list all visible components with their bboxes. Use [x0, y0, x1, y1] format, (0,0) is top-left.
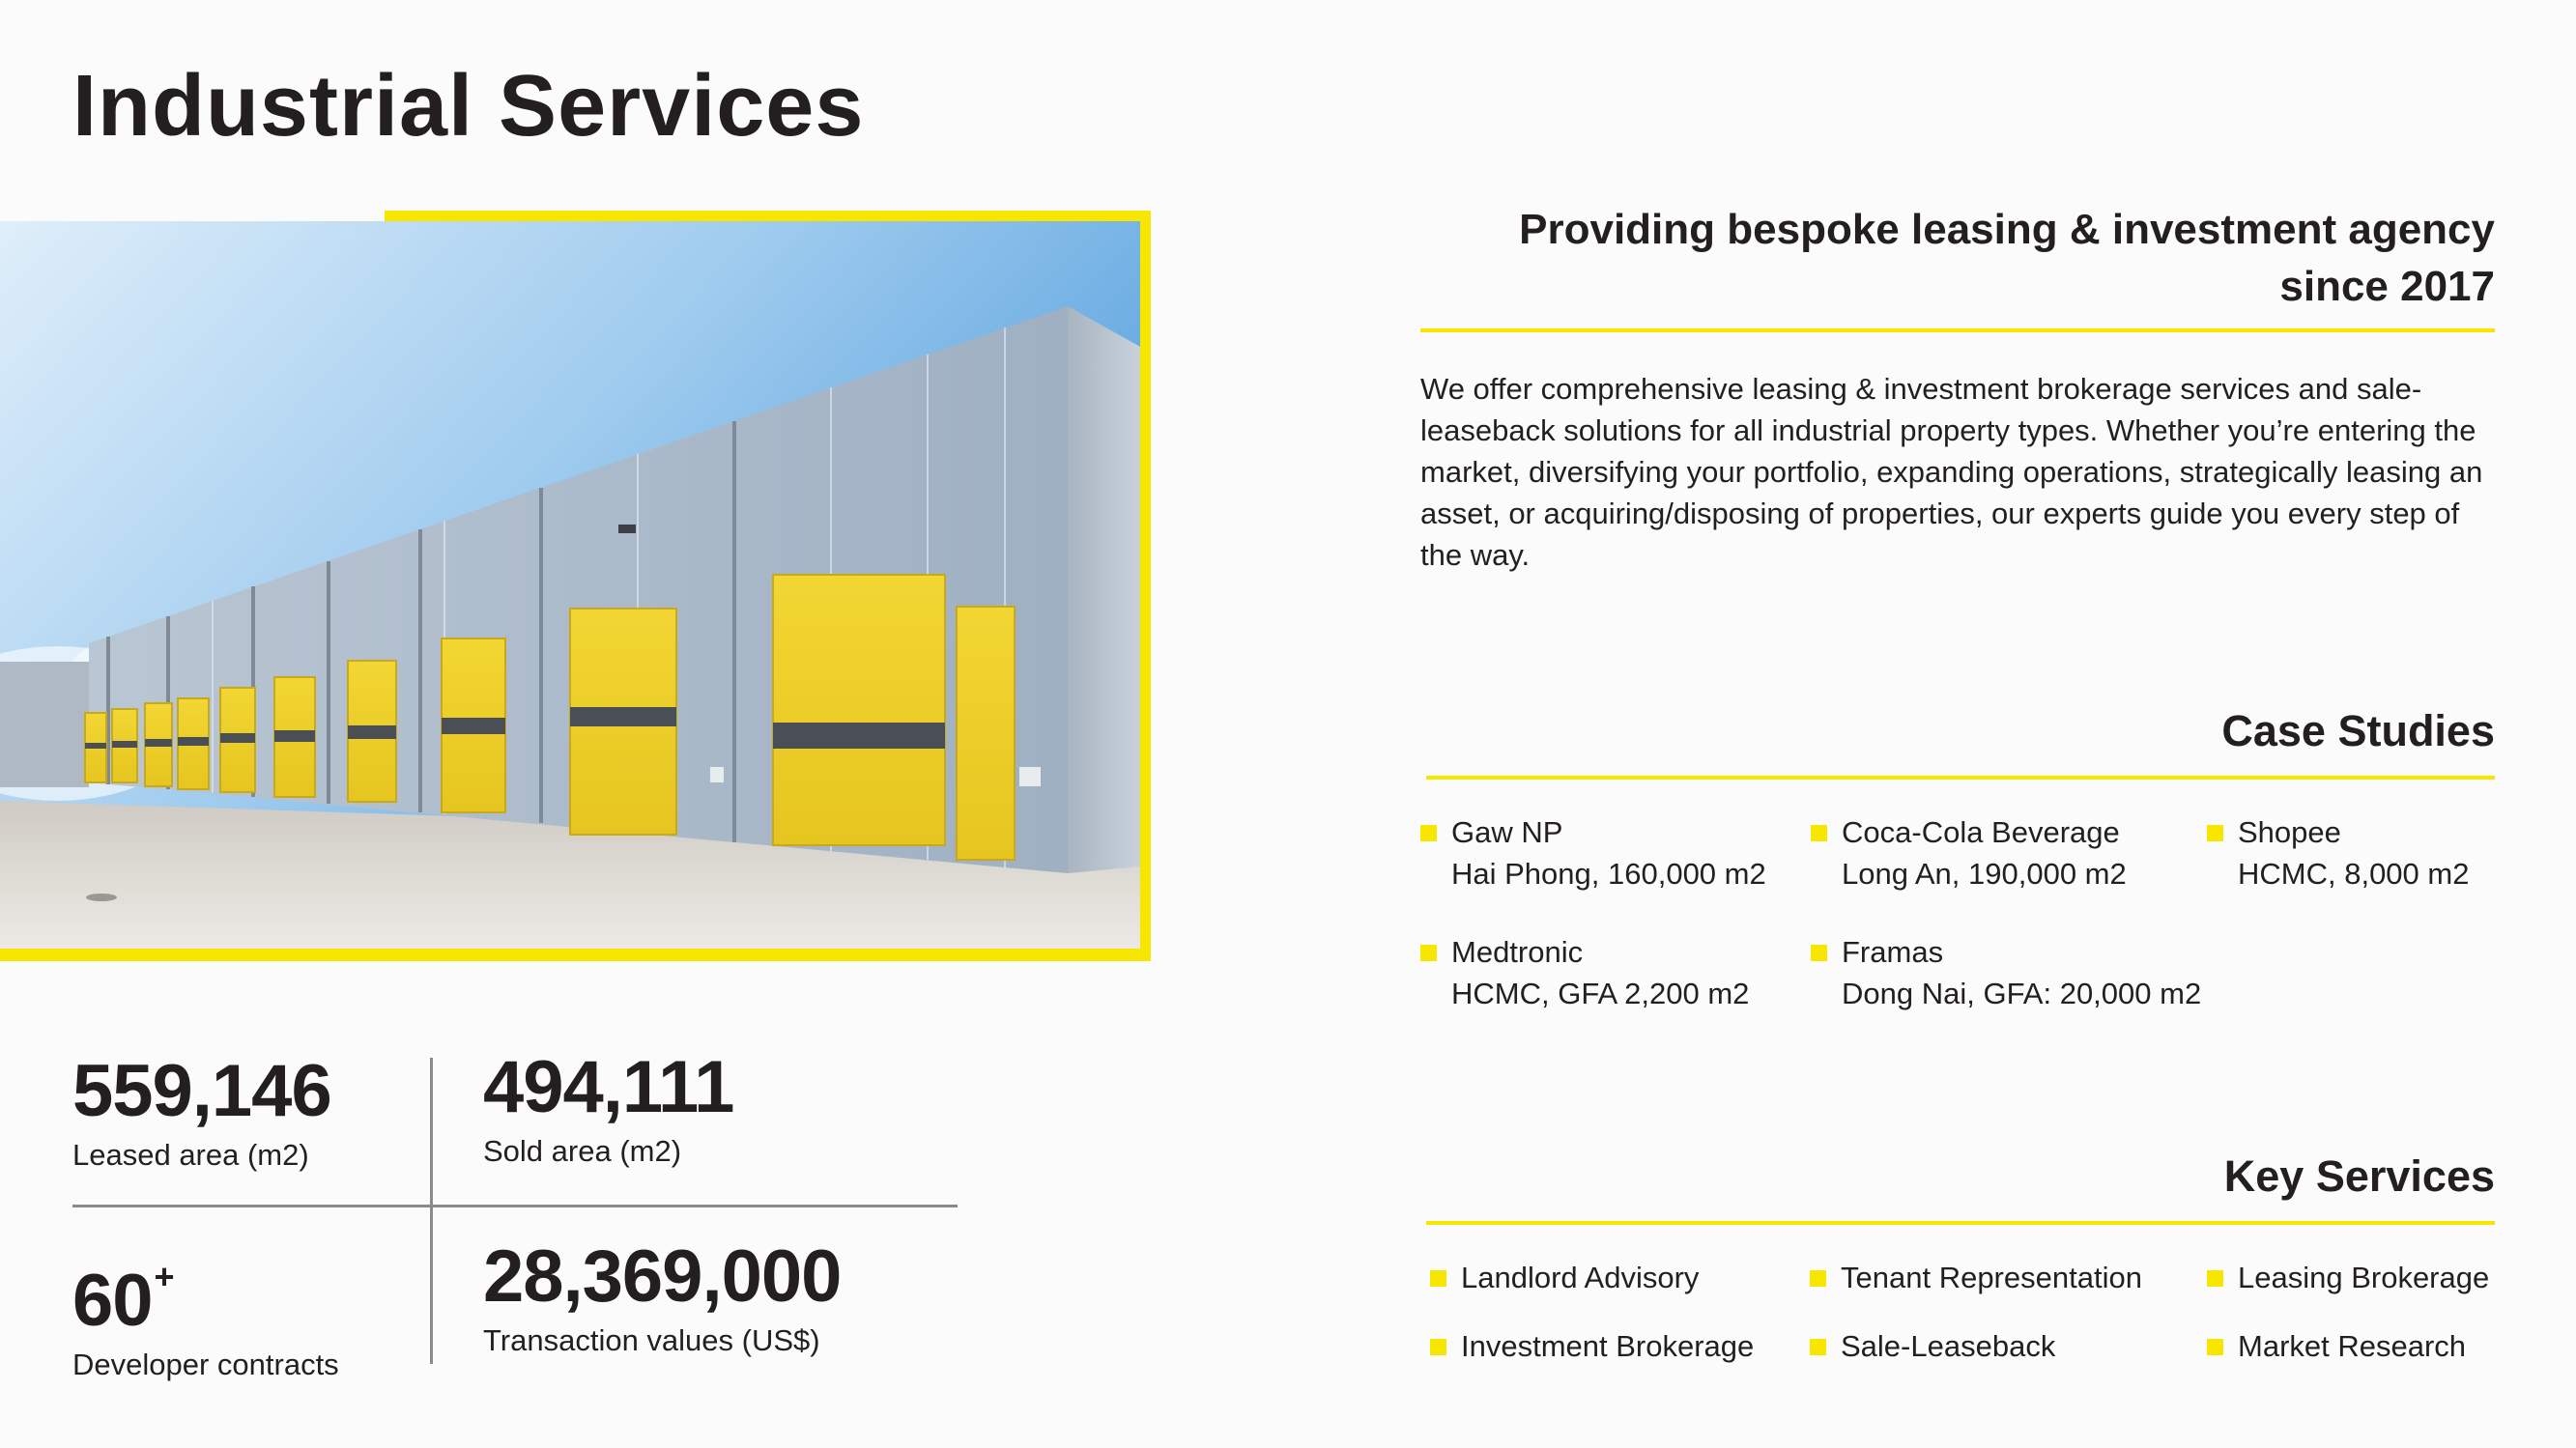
service-item — [2238, 1325, 2466, 1367]
stat-transaction-values — [483, 1235, 842, 1360]
warehouse-photo-frame — [0, 211, 1151, 961]
case-studies-rule — [1426, 776, 2495, 780]
stat-label: Sold area (m2) — [483, 1134, 682, 1168]
frame-accent-right — [1140, 211, 1151, 961]
bullet-square — [1810, 1339, 1826, 1355]
bullet-square — [2207, 825, 2223, 841]
bullet-square — [1420, 825, 1437, 841]
stat-label: Developer contracts — [72, 1348, 339, 1381]
service-item — [1461, 1325, 1754, 1367]
page-title: Industrial Services — [72, 58, 865, 155]
warehouse-illustration — [0, 221, 1140, 949]
tagline: Providing bespoke leasing & investment agency since 2017 — [1519, 206, 2495, 310]
bullet-square — [2207, 1270, 2223, 1287]
warehouse-photo — [0, 221, 1140, 949]
bullet-square — [1810, 1270, 1826, 1287]
case-study-name: Medtronic — [1451, 935, 1584, 969]
stat-value: 494,111 — [483, 1046, 734, 1128]
service-item — [1461, 1257, 1699, 1298]
case-study-detail: Dong Nai, GFA: 20,000 m2 — [1842, 977, 2202, 1010]
tagline-rule — [1420, 328, 2495, 332]
case-study-detail: Hai Phong, 160,000 m2 — [1451, 857, 1766, 891]
service-label: Landlord Advisory — [1461, 1261, 1700, 1294]
service-label: Sale-Leaseback — [1841, 1329, 2056, 1363]
stat-value: 28,369,000 — [483, 1235, 842, 1318]
frame-accent-top — [385, 211, 1151, 221]
case-study-item — [1842, 811, 2127, 894]
service-item — [1841, 1325, 2055, 1367]
case-study-item — [2238, 811, 2469, 894]
frame-accent-bottom — [0, 949, 1151, 961]
case-study-detail: Long An, 190,000 m2 — [1842, 857, 2127, 891]
case-study-name: Framas — [1842, 935, 1944, 969]
stat-sold-area — [483, 1046, 734, 1171]
case-study-item — [1451, 931, 1749, 1014]
bullet-square — [1811, 825, 1827, 841]
bullet-square — [1420, 945, 1437, 961]
stat-label: Transaction values (US$) — [483, 1323, 820, 1357]
case-study-name: Shopee — [2238, 815, 2341, 849]
case-study-name: Coca-Cola Beverage — [1842, 815, 2120, 849]
stat-leased-area — [72, 1050, 331, 1175]
stat-label: Leased area (m2) — [72, 1138, 309, 1172]
case-study-item — [1842, 931, 2201, 1014]
service-item — [2238, 1257, 2489, 1298]
stats-horizontal-divider — [72, 1205, 958, 1207]
stat-developer-contracts — [72, 1238, 339, 1384]
service-item — [1841, 1257, 2142, 1298]
bullet-square — [2207, 1339, 2223, 1355]
service-label: Leasing Brokerage — [2238, 1261, 2490, 1294]
intro-paragraph: We offer comprehensive leasing & investment brokerage services and sale-leaseback solutions for all industrial property types. Whether you’re entering the market, diversifying your portfolio, expanding operations, strategically leasing an asset, or acquiring/disposing of properties, our experts guide you every step of the way. — [1420, 372, 2483, 572]
case-study-detail: HCMC, 8,000 m2 — [2238, 857, 2470, 891]
key-services-rule — [1426, 1221, 2495, 1225]
bullet-square — [1430, 1339, 1446, 1355]
key-services-heading: Key Services — [2223, 1151, 2495, 1201]
stat-value: 60 — [72, 1260, 153, 1342]
service-label: Investment Brokerage — [1461, 1329, 1755, 1363]
service-label: Market Research — [2238, 1329, 2467, 1363]
stat-superscript: + — [154, 1257, 174, 1296]
bullet-square — [1430, 1270, 1446, 1287]
case-studies-heading: Case Studies — [2221, 706, 2495, 755]
case-study-name: Gaw NP — [1451, 815, 1563, 849]
stats-vertical-divider — [430, 1058, 433, 1364]
stat-value: 559,146 — [72, 1050, 331, 1132]
bullet-square — [1811, 945, 1827, 961]
case-study-item — [1451, 811, 1766, 894]
service-label: Tenant Representation — [1841, 1261, 2142, 1294]
case-study-detail: HCMC, GFA 2,200 m2 — [1451, 977, 1750, 1010]
